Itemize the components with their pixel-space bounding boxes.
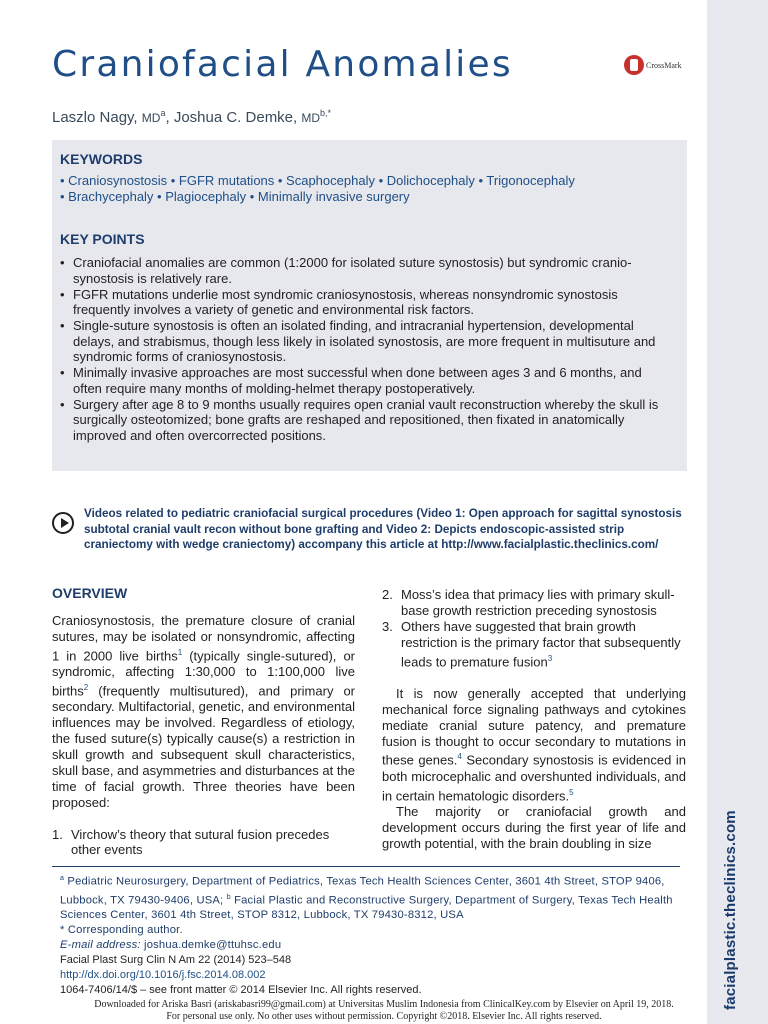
keywords-line-2: • Brachycephaly • Plagiocephaly • Minimally invasive surgery	[60, 189, 410, 204]
reference-link[interactable]: 2	[83, 682, 89, 692]
play-video-icon[interactable]	[52, 512, 74, 534]
author-2-affiliation-mark: b,*	[320, 108, 332, 118]
crossmark-badge[interactable]	[624, 55, 682, 75]
author-line	[52, 108, 331, 126]
author-1-degree: MD	[141, 111, 161, 125]
reference-link[interactable]: 4	[457, 752, 462, 762]
keywords-heading: KEYWORDS	[60, 151, 143, 167]
key-point-item: • Surgery after age 8 to 9 months usually requires open cranial vault reconstruction whereby the skull is surgically osteotomized; bone grafts are reshaped and repositioned, then fixated in anatomically improved and often overcorrected positions.	[60, 397, 670, 444]
affiliation-mark: b	[226, 893, 231, 901]
theory-item	[382, 587, 686, 619]
citation-block	[60, 953, 422, 998]
author-1-affiliation-mark: a	[160, 108, 166, 118]
theory-text: Others have suggested that brain growth restriction is the primary factor that subsequently leads to premature fusion	[401, 618, 681, 669]
key-point-item: • Minimally invasive approaches are most successful when done between ages 3 and 6 months, and often require many months of molding-helmet therapy postoperatively.	[60, 365, 670, 396]
footnote-divider	[52, 866, 680, 867]
key-point-item: • Craniofacial anomalies are common (1:2000 for isolated suture synostosis) but syndromic cranio-synostosis is relatively rare.	[60, 255, 670, 286]
key-points-list	[60, 255, 670, 444]
email-address[interactable]: joshua.demke@ttuhsc.edu	[140, 939, 282, 952]
reference-link[interactable]: 5	[569, 787, 574, 797]
overview-text: It is now generally accepted that underlying mechanical force signaling pathways and cytokines mediate cranial suture patency, and premature fusion is thought to occur secondary to mutations in these genes.	[382, 685, 686, 768]
keywords-line-1: • Craniosynostosis • FGFR mutations • Scaphocephaly • Dolichocephaly • Trigonocephaly	[60, 173, 575, 188]
overview-text: (typically single-sutured), or syndromic, affecting 1:30,000 to 1:100,000 live births	[52, 648, 356, 699]
key-points-heading: KEY POINTS	[60, 231, 145, 247]
affiliation-b: Facial Plastic and Reconstructive Surgery, Department of Surgery, Texas Tech Health Sciences Center, 3601 4th Street, STOP 8312, Lubbock, TX 79430-8312, USA	[60, 894, 673, 922]
affiliation-footnotes	[60, 871, 682, 953]
author-separator: ,	[165, 109, 170, 126]
affiliation-a: Pediatric Neurosurgery, Department of Pediatrics, Texas Tech Health Sciences Center, 3601 4th Street, STOP 9406, Lubbock, TX 79430-9406, USA;	[60, 875, 665, 907]
reference-link[interactable]: 1	[177, 647, 183, 657]
author-2-degree: MD	[301, 111, 321, 125]
author-1-name: Laszlo Nagy,	[52, 109, 138, 126]
overview-paragraph-2	[382, 686, 686, 804]
theory-number: 3.	[382, 618, 393, 634]
doi-link[interactable]: http://dx.doi.org/10.1016/j.fsc.2014.08.002	[60, 969, 266, 981]
overview-paragraph-3: The majority or craniofacial growth and development occurs during the first year of life and growth potential, with the brain doubling in size	[382, 803, 686, 851]
key-point-item: • FGFR mutations underlie most syndromic craniosynostosis, whereas nonsyndromic synostosis frequently involves a variety of genetic and environmental risk factors.	[60, 287, 670, 318]
journal-citation: Facial Plast Surg Clin N Am 22 (2014) 523–548	[60, 954, 292, 966]
corresponding-author: * Corresponding author.	[60, 924, 183, 937]
key-point-item: • Single-suture synostosis is often an isolated finding, and intracranial hypertension, developmental delays, and strabismus, though less likely in isolated synostosis, are more frequent in multisuture and syndromic forms of craniosynostosis.	[60, 318, 670, 365]
theories-list	[52, 827, 355, 859]
overview-text: Secondary synostosis is evidenced in both microcephalic and overshunted individuals, and in certain hematologic disorders.	[382, 752, 686, 803]
reference-link[interactable]: 3	[547, 653, 553, 663]
download-notice-line-1: Downloaded for Ariska Basri (ariskabasri99@gmail.com) at Universitas Muslim Indonesia from ClinicalKey.com by Elsevier on April 19, 2018.	[94, 999, 674, 1010]
issn-copyright: 1064-7406/14/$ – see front matter © 2014 Elsevier Inc. All rights reserved.	[60, 984, 422, 996]
theory-text: Virchow’s theory that sutural fusion precedes other events	[71, 826, 330, 858]
email-label: E-mail address:	[60, 939, 141, 952]
theories-list-continued	[382, 587, 686, 670]
body-column-left	[52, 613, 355, 858]
author-2-name: Joshua C. Demke,	[173, 109, 298, 126]
keywords-list	[60, 173, 680, 205]
overview-heading: OVERVIEW	[52, 585, 128, 601]
article-title: Craniofacial Anomalies	[52, 44, 513, 85]
theory-text: Moss’s idea that primacy lies with primary skull-base growth restriction preceding synostosis	[401, 587, 675, 618]
theory-number: 1.	[52, 826, 63, 842]
overview-paragraph-1	[52, 613, 355, 811]
keywords-keypoints-box	[52, 140, 687, 471]
video-note-text[interactable]: Videos related to pediatric craniofacial surgical procedures (Video 1: Open approach for sagittal synostosis subtotal cranial vault recon without bone grafting and Video 2: Depicts endoscopic-assisted strip craniectomy with wedge craniectomy) accompany this article at http://www.facialplastic.theclinics.com/	[84, 507, 682, 551]
theory-item	[52, 827, 355, 859]
overview-text: Craniosynostosis, the premature closure of cranial sutures, may be isolated or nonsyndromic, affecting 1 in 2000 live births	[52, 613, 355, 664]
crossmark-icon	[624, 55, 644, 75]
download-notice-line-2: For personal use only. No other uses without permission. Copyright ©2018. Elsevier Inc. All rights reserved.	[166, 1011, 602, 1022]
affiliation-mark: a	[60, 875, 65, 882]
crossmark-label: CrossMark	[646, 60, 682, 70]
theory-item	[382, 619, 686, 670]
download-notice	[0, 999, 768, 1023]
overview-text: (frequently multisutured), and primary or secondary. Multifactorial, genetic, and environmental influences may be involved. Regardless of etiology, the fused suture(s) typically cause(s) a restriction in skull growth and subsequent skull characteristics, skull base, and asymmetries and disturbances at the time of facial growth. Three theories have been proposed:	[52, 683, 355, 810]
email-line	[60, 938, 682, 953]
affiliations	[60, 871, 682, 923]
body-column-right	[382, 587, 686, 852]
journal-url-vertical[interactable]: facialplastic.theclinics.com	[722, 810, 739, 1010]
theory-number: 2.	[382, 587, 393, 602]
